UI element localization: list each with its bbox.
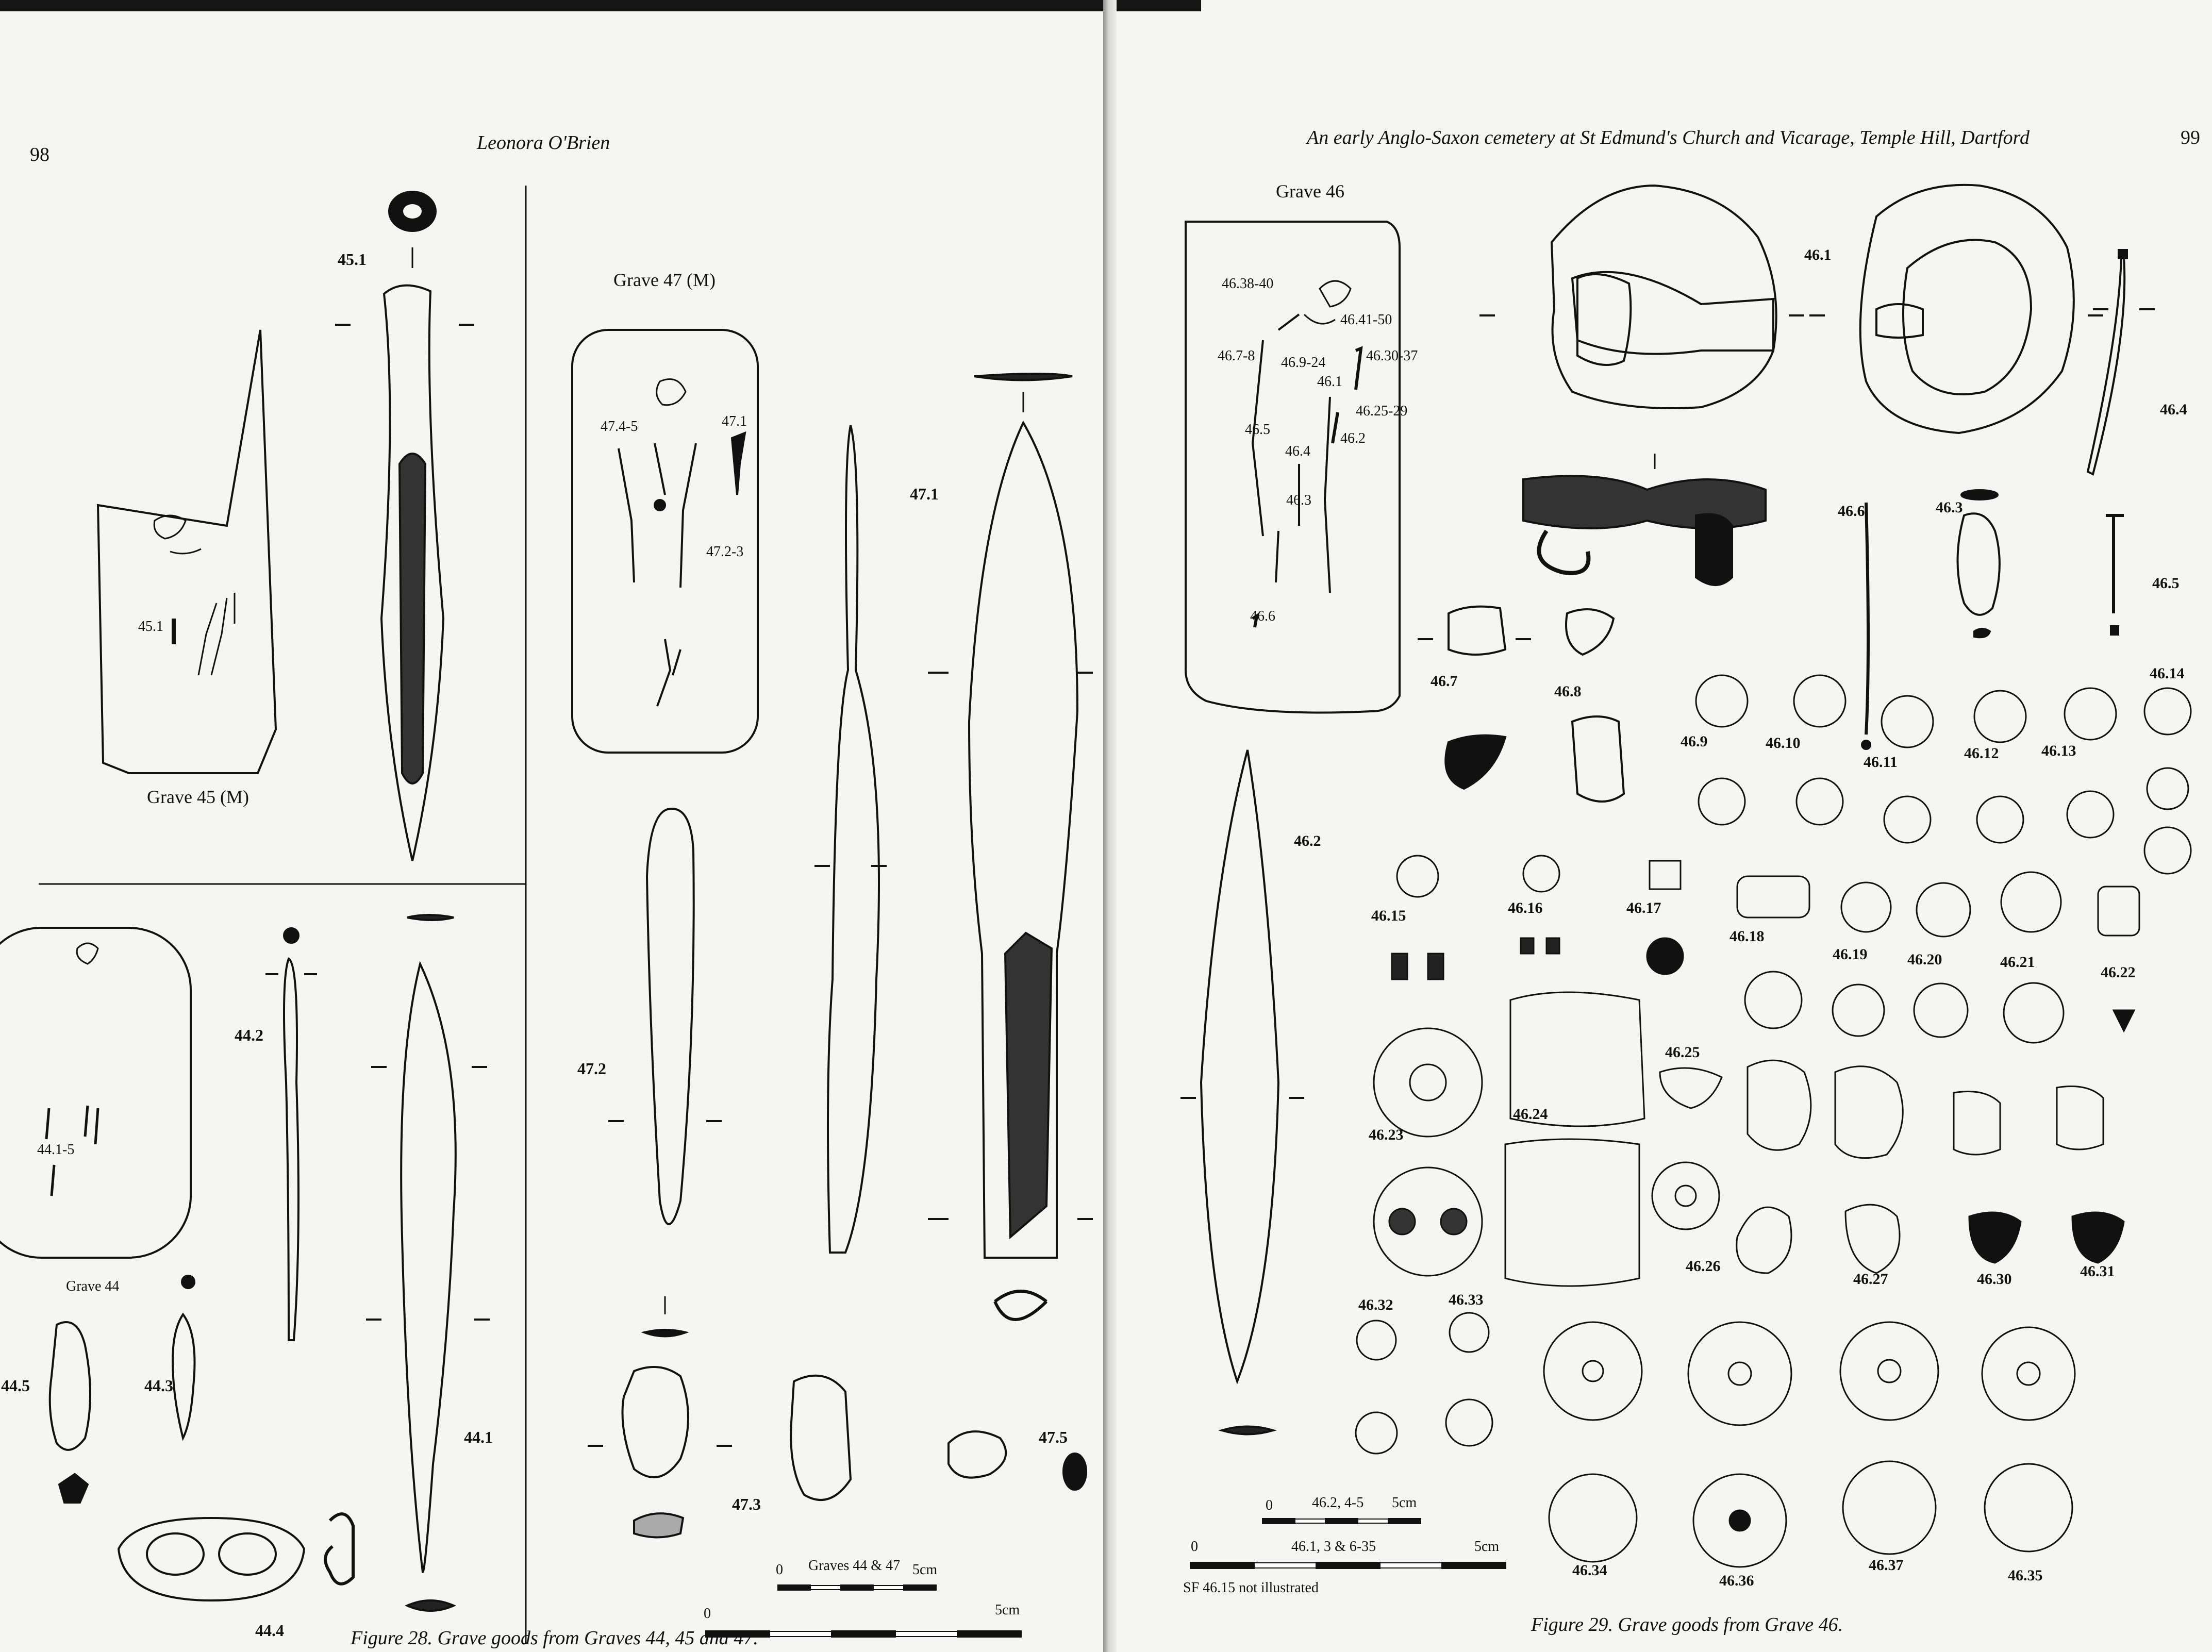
item-label: 46.14: [2150, 665, 2185, 682]
scale2-unit-right: 5cm: [1474, 1539, 1500, 1555]
item-label: 46.23: [1369, 1126, 1404, 1143]
item-label: 46.26: [1686, 1258, 1721, 1275]
item-label-47-5: 47.5: [1039, 1428, 1068, 1446]
item-label-44-2: 44.2: [235, 1026, 263, 1044]
plan-label-47-4-5: 47.4-5: [601, 419, 638, 435]
item-label: 46.37: [1869, 1557, 1904, 1574]
grave-45-label: Grave 45 (M): [147, 787, 249, 807]
item-label: 46.6: [1838, 503, 1865, 520]
item-label: 46.7: [1431, 673, 1458, 690]
plan-label-46-25-29: 46.25-29: [1356, 403, 1408, 419]
plan-label-46-4: 46.4: [1285, 443, 1310, 459]
item-label: 46.4: [2160, 401, 2187, 418]
plan-label-45-1: 45.1: [138, 619, 163, 635]
plan-label-46-41-50: 46.41-50: [1340, 312, 1392, 328]
item-label-44-1: 44.1: [464, 1428, 493, 1446]
grave-45-plan: [98, 330, 276, 773]
plan-label-46-2: 46.2: [1340, 430, 1366, 446]
item-label: 46.36: [1719, 1572, 1754, 1589]
item-label-47-1: 47.1: [910, 485, 939, 503]
page-number-right: 99: [2181, 127, 2200, 148]
plan-label-44-1-5: 44.1-5: [37, 1142, 75, 1158]
item-label: 46.9: [1681, 733, 1708, 750]
item-label: 46.12: [1964, 745, 1999, 762]
plan-label-47-1: 47.1: [722, 413, 747, 429]
item-label: 46.22: [2101, 964, 2136, 981]
plan-label-46-1: 46.1: [1317, 374, 1342, 390]
grave-44-label: Grave 44: [66, 1278, 120, 1294]
item-label: 46.35: [2008, 1567, 2043, 1584]
item-label: 46.27: [1853, 1271, 1888, 1288]
page-number-left: 98: [30, 144, 49, 165]
figure-caption-right: Figure 29. Grave goods from Grave 46.: [1531, 1614, 1843, 1636]
item-label-44-4: 44.4: [255, 1621, 284, 1640]
plan-label-46-9-24: 46.9-24: [1281, 355, 1326, 371]
item-label: 46.19: [1833, 946, 1868, 963]
scale2-unit: 5cm: [995, 1602, 1020, 1618]
item-label: 46.34: [1572, 1562, 1607, 1579]
scale1-label-right: 46.2, 4-5: [1312, 1495, 1364, 1511]
scale1-unit-right: 5cm: [1392, 1495, 1417, 1511]
item-label: 46.13: [2041, 742, 2076, 759]
scale1-unit: 5cm: [912, 1562, 938, 1578]
item-label: 46.1: [1804, 246, 1832, 263]
item-label: 46.31: [2080, 1263, 2115, 1280]
scale2-label-right: 46.1, 3 & 6-35: [1291, 1539, 1376, 1555]
item-label: 46.30: [1977, 1271, 2012, 1288]
item-label: 46.15: [1371, 907, 1406, 924]
plan-label-46-6: 46.6: [1250, 608, 1275, 624]
item-label: 46.2: [1294, 832, 1321, 849]
plan-label-46-5: 46.5: [1245, 422, 1270, 438]
item-label: 46.33: [1449, 1291, 1484, 1308]
item-label: 46.8: [1554, 683, 1582, 700]
running-head-left: Leonora O'Brien: [477, 132, 610, 154]
scale1-zero-right: 0: [1266, 1497, 1273, 1513]
scale1-zero: 0: [776, 1562, 783, 1578]
scale1-label: Graves 44 & 47: [808, 1558, 901, 1574]
item-label-44-3: 44.3: [144, 1376, 173, 1395]
item-label: 46.3: [1936, 499, 1963, 516]
item-label-47-3: 47.3: [732, 1495, 761, 1513]
spearhead-46-2: [1201, 750, 1278, 1381]
grave-46-plan: [1186, 222, 1400, 713]
figure-caption-left: Figure 28. Grave goods from Graves 44, 45 and 47.: [351, 1627, 758, 1649]
grave-47-label: Grave 47 (M): [613, 270, 716, 290]
scale2-zero: 0: [704, 1606, 711, 1622]
item-label: 46.17: [1626, 899, 1661, 916]
item-label: 46.25: [1665, 1044, 1700, 1061]
item-label: 46.32: [1358, 1296, 1393, 1313]
item-label-44-5: 44.5: [1, 1376, 30, 1395]
item-label-45-1: 45.1: [338, 250, 367, 269]
plan-label-46-30-37: 46.30-37: [1366, 348, 1418, 364]
plan-label-46-3: 46.3: [1286, 492, 1311, 508]
item-label: 46.16: [1508, 899, 1543, 916]
item-label: 46.5: [2152, 575, 2180, 592]
item-label-47-2: 47.2: [577, 1059, 606, 1078]
plan-label-47-2-3: 47.2-3: [706, 544, 744, 560]
item-label: 46.21: [2000, 954, 2035, 971]
item-label: 46.11: [1864, 754, 1898, 771]
running-head-right: An early Anglo-Saxon cemetery at St Edmund's Church and Vicarage, Temple Hill, Dartford: [1307, 127, 2030, 148]
item-label: 46.24: [1513, 1106, 1548, 1123]
scale2-zero-right: 0: [1191, 1539, 1198, 1555]
plan-label-46-7-8: 46.7-8: [1218, 348, 1255, 364]
item-label: 46.20: [1907, 951, 1942, 968]
not-illustrated-note: SF 46.15 not illustrated: [1183, 1580, 1319, 1596]
item-label: 46.18: [1729, 928, 1765, 945]
plan-label-46-38-40: 46.38-40: [1222, 276, 1274, 292]
grave-46-label: Grave 46: [1276, 181, 1344, 202]
item-label: 46.10: [1766, 735, 1801, 752]
